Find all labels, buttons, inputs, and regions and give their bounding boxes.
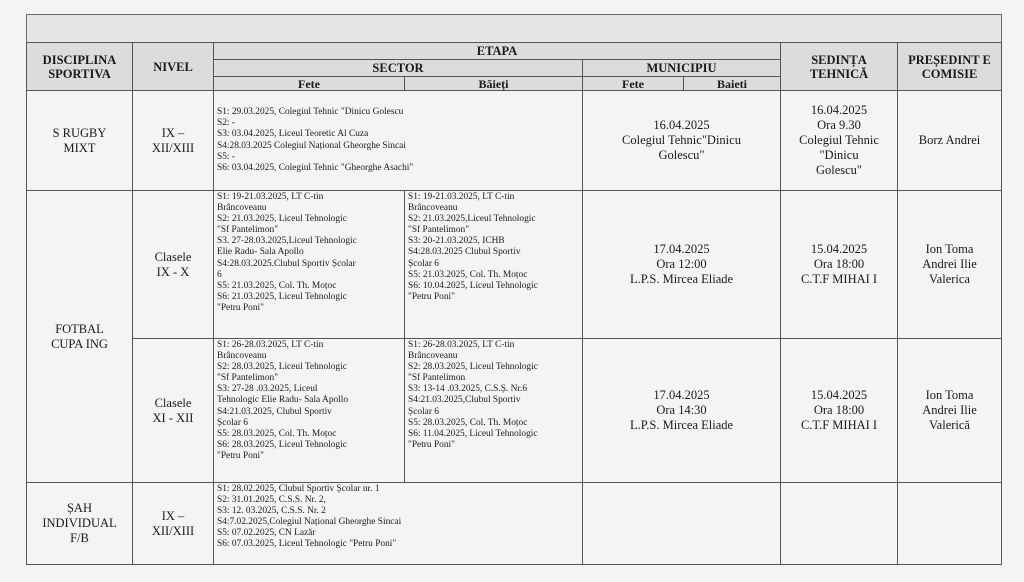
fotbal-baieti-item: Brâncoveanu bbox=[408, 203, 458, 214]
sah-disciplina bbox=[27, 483, 133, 565]
sah-disciplina-line: ȘAH bbox=[66, 501, 92, 515]
fotbal-nivel-line: Clasele bbox=[154, 395, 192, 410]
fotbal-municipiu-line: 17.04.2025 bbox=[653, 388, 710, 402]
header-fete-text: Fete bbox=[298, 76, 320, 91]
sah-sector-item: S5: 07.02.2025, CN Lazăr bbox=[217, 528, 316, 539]
rugby-municipiu-line: 16.04.2025 bbox=[653, 118, 710, 132]
fotbal-baieti-item: "Petru Poni" bbox=[408, 439, 455, 450]
fotbal-baieti-item: S6: 11.04.2025, Liceul Tehnologic bbox=[408, 428, 538, 439]
rugby-nivel bbox=[133, 91, 214, 191]
fotbal-nivel-xi-xii bbox=[133, 339, 214, 483]
fotbal-fete-item: 6 bbox=[217, 269, 222, 280]
sah-sector-item: S1: 28.02.2025, Clubul Sportiv Școlar nr. 1 bbox=[217, 484, 380, 494]
fotbal-presedinte-xi-xii bbox=[898, 339, 1002, 483]
rugby-sector-item: S5: - bbox=[217, 151, 235, 162]
fotbal-sedinta-ix-x bbox=[781, 191, 898, 339]
fotbal-fete-item: Brâncoveanu bbox=[217, 351, 267, 362]
fotbal-baieti-item: "Sf Pantelimon" bbox=[408, 225, 470, 236]
rugby-sedinta-line: Ora 9.30 bbox=[817, 118, 861, 132]
fotbal-sedinta-line: 15.04.2025 bbox=[810, 388, 868, 402]
rugby-presedinte bbox=[898, 91, 1002, 191]
fotbal-baieti-item: S5: 28.03.2025, Col. Th. Moțoc bbox=[408, 417, 528, 428]
header-sector-text: SECTOR bbox=[372, 61, 424, 75]
fotbal-nivel-line: XI - XII bbox=[152, 410, 194, 425]
fotbal-fete-item: Școlar 6 bbox=[217, 417, 248, 428]
rugby-sector-item: S3: 03.04.2025, Liceul Teoretic Al Cuza bbox=[217, 129, 369, 140]
fotbal-baieti-item: S3: 13-14 .03.2025, C.S.Ș. Nr.6 bbox=[408, 384, 528, 395]
rugby-sedinta-line: Colegiul Tehnic bbox=[799, 133, 879, 147]
fotbal-baieti-item: S3: 20-21.03.2025, ICHB bbox=[408, 236, 505, 247]
fotbal-municipiu-line: Ora 12:00 bbox=[656, 257, 707, 271]
fotbal-municipiu-line: 17.04.2025 bbox=[653, 242, 710, 256]
fotbal-fete-item: "Petru Poni" bbox=[217, 302, 264, 313]
fotbal-fete-item: S4:28.03.2025.Clubul Sportiv Școlar bbox=[217, 258, 356, 269]
header-municipiu-text: MUNICIPIU bbox=[646, 61, 717, 75]
sah-sedinta bbox=[781, 483, 898, 565]
header-sedinta bbox=[781, 43, 898, 91]
sah-municipiu bbox=[583, 483, 781, 565]
row-fotbal-ix-x bbox=[27, 191, 1002, 339]
sah-disciplina-line: F/B bbox=[70, 531, 89, 545]
fotbal-presedinte-line: Andrei Ilie bbox=[922, 257, 977, 271]
sah-sector-item: S2: 31.01.2025, C.S.S. Nr. 2, bbox=[217, 495, 326, 506]
fotbal-baieti-item: S5: 21.03.2025, Col. Th. Moțoc bbox=[408, 269, 528, 280]
sah-disciplina-line: INDIVIDUAL bbox=[42, 516, 117, 530]
fotbal-baieti-item: S4:28.03.2025 Clubul Sportiv bbox=[408, 247, 521, 258]
header-sedinta-text: SEDINȚA TEHNICĂ bbox=[809, 52, 869, 81]
fotbal-fete-item: S6: 21.03.2025, Liceul Tehnologic bbox=[217, 291, 347, 302]
fotbal-sedinta-line: 15.04.2025 bbox=[810, 242, 868, 256]
rugby-municipiu bbox=[583, 91, 781, 191]
header-baieti-sector bbox=[405, 77, 583, 91]
header-baieti-municipiu bbox=[684, 77, 781, 91]
sah-sector-item: S6: 07.03.2025, Liceul Tehnologic "Petru Poni" bbox=[217, 539, 397, 550]
fotbal-municipiu-ix-x bbox=[583, 191, 781, 339]
fotbal-baieti-list-xi-xii bbox=[405, 339, 583, 483]
fotbal-baieti-item: S6: 10.04.2025, Liceul Tehnologic bbox=[408, 280, 538, 291]
fotbal-presedinte-line: Ion Toma bbox=[925, 242, 974, 256]
fotbal-baieti-item: S1: 26-28.03.2025, LT C-tin bbox=[408, 340, 515, 350]
fotbal-baieti-item: Brâncoveanu bbox=[408, 351, 458, 362]
fotbal-fete-item: S1: 26-28.03.2025, LT C-tin bbox=[217, 340, 324, 350]
header-fete-municipiu bbox=[583, 77, 684, 91]
rugby-sector-item: S2: - bbox=[217, 118, 235, 129]
fotbal-presedinte-line: Andrei Ilie bbox=[922, 403, 977, 417]
fotbal-baieti-item: "Sf Pantelimon bbox=[408, 373, 466, 384]
rugby-sector-item: S6: 03.04.2025, Colegiul Tehnic "Gheorghe Asachi" bbox=[217, 162, 414, 173]
fotbal-baieti-item: "Petru Poni" bbox=[408, 291, 455, 302]
sah-sector-list bbox=[214, 483, 583, 565]
fotbal-fete-item: S1: 19-21.03.2025, LT C-tin bbox=[217, 192, 324, 202]
fotbal-sedinta-line: C.T.F MIHAI I bbox=[800, 418, 878, 432]
fotbal-municipiu-line: Ora 14:30 bbox=[656, 403, 707, 417]
rugby-municipiu-line: Colegiul Tehnic"Dinicu bbox=[622, 133, 741, 147]
fotbal-presedinte-ix-x bbox=[898, 191, 1002, 339]
fotbal-fete-item: S3: 27-28 .03.2025, Liceul bbox=[217, 384, 318, 395]
header-fete-municipiu-text: Fete bbox=[622, 76, 644, 91]
header-nivel-text: NIVEL bbox=[153, 59, 193, 74]
rugby-sector-list bbox=[214, 91, 583, 191]
fotbal-fete-item: S5: 21.03.2025, Col. Th. Moțoc bbox=[217, 280, 337, 291]
fotbal-fete-list-ix-x bbox=[214, 191, 405, 339]
fotbal-fete-item: "Sf Pantelimon" bbox=[217, 225, 279, 236]
header-municipiu bbox=[583, 60, 781, 77]
fotbal-fete-item: Tehnologic Elie Radu- Sala Apollo bbox=[217, 395, 349, 406]
sah-nivel-line: IX – bbox=[161, 508, 185, 523]
header-baieti-municipiu-text: Baieti bbox=[717, 76, 747, 91]
rugby-sector-item: S4:28.03.2025 Colegiul Național Gheorghe Sincai bbox=[217, 140, 406, 151]
fotbal-fete-item: Brâncoveanu bbox=[217, 203, 267, 214]
rugby-sector-item: S1: 29.03.2025, Colegiul Tehnic "Dinicu Golescu bbox=[217, 107, 404, 118]
fotbal-baieti-item: S2: 21.03.2025,Liceul Tehnologic bbox=[408, 214, 536, 225]
rugby-sedinta-line: Golescu" bbox=[815, 163, 863, 177]
rugby-sedinta bbox=[781, 91, 898, 191]
fotbal-baieti-item: S1: 19-21.03.2025, LT C-tin bbox=[408, 192, 515, 202]
fotbal-fete-item: S6: 28.03.2025, Liceul Tehnologic bbox=[217, 439, 347, 450]
rugby-nivel-line: IX – bbox=[161, 125, 185, 140]
fotbal-fete-item: S2: 28.03.2025, Liceul Tehnologic bbox=[217, 362, 347, 373]
sah-sector-item: S4:7.02.2025,Colegiul Național Gheorghe Sincai bbox=[217, 517, 402, 528]
fotbal-nivel-line: Clasele bbox=[154, 249, 192, 264]
fotbal-baieti-item: S4:21.03.2025,Clubul Sportiv bbox=[408, 395, 521, 406]
rugby-sedinta-line: "Dinicu bbox=[819, 148, 859, 162]
fotbal-municipiu-xi-xii bbox=[583, 339, 781, 483]
fotbal-sedinta-line: Ora 18:00 bbox=[813, 403, 865, 417]
fotbal-disciplina bbox=[27, 191, 133, 483]
header-fete bbox=[214, 77, 405, 91]
sah-sector-item: S3: 12. 03.2025, C.S.S. Nr. 2 bbox=[217, 506, 326, 517]
fotbal-sedinta-line: Ora 18:00 bbox=[813, 257, 865, 271]
fotbal-fete-item: S3. 27-28.03.2025,Liceul Tehnologic bbox=[217, 236, 357, 247]
fotbal-presedinte-line: Ion Toma bbox=[925, 388, 974, 402]
fotbal-baieti-item: S2: 28.03.2025, Liceul Tehnologic bbox=[408, 362, 538, 373]
header-baieti-sector-text: Băieți bbox=[478, 76, 509, 91]
fotbal-presedinte-line: Valerică bbox=[929, 418, 970, 432]
fotbal-baieti-item: Școlar 6 bbox=[408, 406, 439, 417]
rugby-sedinta-line: 16.04.2025 bbox=[810, 103, 868, 117]
schedule-table bbox=[26, 42, 1002, 565]
fotbal-disciplina-line: CUPA ING bbox=[51, 336, 108, 351]
fotbal-sedinta-xi-xii bbox=[781, 339, 898, 483]
fotbal-fete-item: S2: 21.03.2025, Liceul Tehnologic bbox=[217, 214, 347, 225]
fotbal-fete-item: "Petru Poni" bbox=[217, 450, 264, 461]
fotbal-municipiu-line: L.P.S. Mircea Eliade bbox=[629, 272, 734, 286]
fotbal-fete-list-xi-xii bbox=[214, 339, 405, 483]
rugby-municipiu-line: Golescu" bbox=[658, 148, 705, 162]
fotbal-sedinta-line: C.T.F MIHAI I bbox=[800, 272, 878, 286]
rugby-nivel-line: XII/XIII bbox=[151, 140, 195, 155]
header-presedinte bbox=[898, 43, 1002, 91]
header-etapa-text: ETAPA bbox=[476, 44, 518, 58]
header-presedinte-text: PREȘEDINT E COMISIE bbox=[908, 52, 991, 81]
fotbal-baieti-item: Școlar 6 bbox=[408, 258, 439, 269]
fotbal-fete-item: S4:21.03.2025, Clubul Sportiv bbox=[217, 406, 332, 417]
fotbal-fete-item: Elie Radu- Sala Apollo bbox=[217, 247, 304, 258]
fotbal-fete-item: "Sf Pantelimon" bbox=[217, 373, 279, 384]
rugby-disciplina bbox=[27, 91, 133, 191]
fotbal-fete-item: S5: 28.03.2025, Col. Th. Moțoc bbox=[217, 428, 337, 439]
sah-nivel bbox=[133, 483, 214, 565]
rugby-disciplina-line: MIXT bbox=[63, 140, 96, 155]
header-disciplina-text: DISCIPLINA SPORTIVA bbox=[42, 52, 117, 81]
row-rugby bbox=[27, 91, 1002, 191]
sah-presedinte bbox=[898, 483, 1002, 565]
fotbal-municipiu-line: L.P.S. Mircea Eliade bbox=[629, 418, 734, 432]
header-disciplina bbox=[27, 43, 133, 91]
fotbal-nivel-line: IX - X bbox=[156, 264, 190, 279]
fotbal-disciplina-line: FOTBAL bbox=[55, 321, 104, 336]
fotbal-nivel-ix-x bbox=[133, 191, 214, 339]
header-sector bbox=[214, 60, 583, 77]
header-nivel bbox=[133, 43, 214, 91]
fotbal-baieti-list-ix-x bbox=[405, 191, 583, 339]
sah-nivel-line: XII/XIII bbox=[151, 523, 195, 538]
row-sah bbox=[27, 483, 1002, 565]
header-etapa bbox=[214, 43, 781, 60]
rugby-disciplina-line: S RUGBY bbox=[52, 125, 107, 140]
row-fotbal-xi-xii bbox=[27, 339, 1002, 483]
fotbal-presedinte-line: Valerica bbox=[929, 272, 970, 286]
title-strip bbox=[26, 14, 1002, 43]
rugby-presedinte-line: Borz Andrei bbox=[918, 133, 981, 147]
